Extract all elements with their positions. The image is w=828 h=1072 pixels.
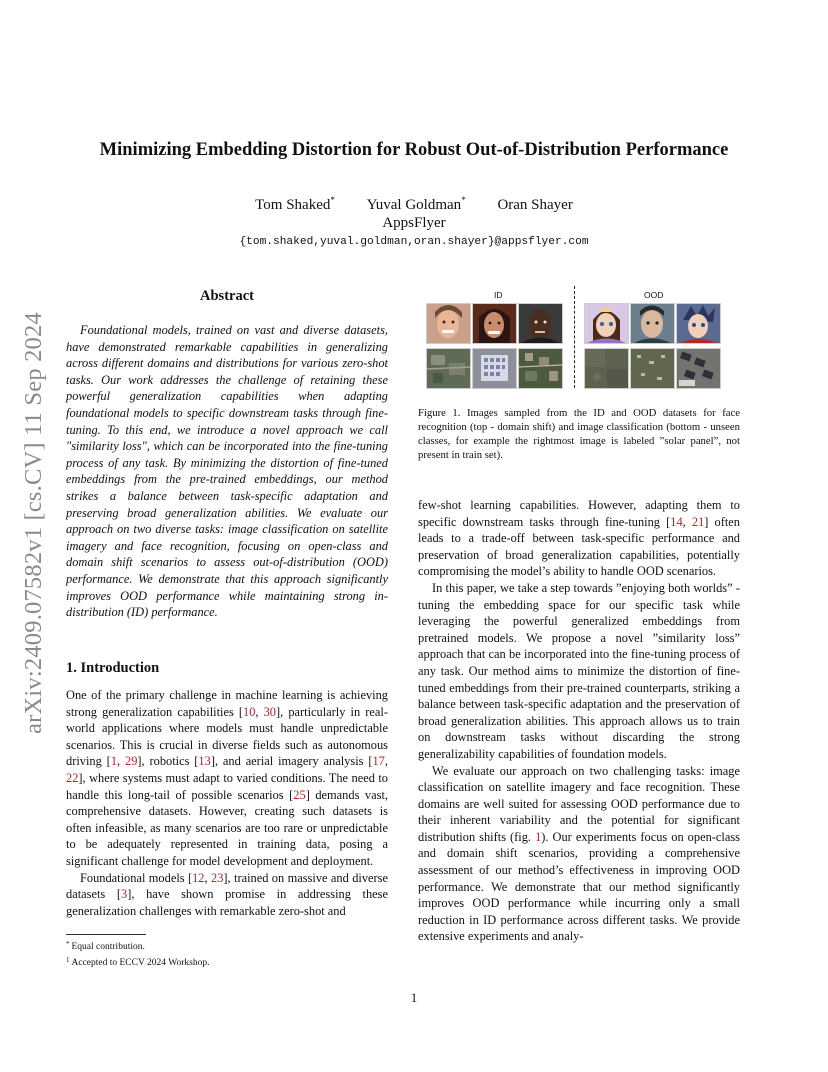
citation-link[interactable]: 29 bbox=[125, 754, 138, 769]
figure-ood-label: OOD bbox=[644, 290, 664, 300]
figure-id-label: ID bbox=[494, 290, 503, 300]
page-number: 1 bbox=[410, 990, 418, 1005]
intro-paragraph-2: Foundational models [12, 23], trained on massive and diverse datasets [3], have shown promise in addressing these generalization challenges with remarkable zero-shot and bbox=[66, 870, 388, 918]
footnote-venue: $^1$ Accepted to ECCV 2024 Workshop. bbox=[66, 955, 210, 968]
citation-link[interactable]: 30 bbox=[263, 704, 276, 719]
cartoon-face-thumbnail bbox=[630, 303, 675, 344]
author-1: Tom Shaked* bbox=[255, 195, 335, 213]
satellite-image-thumbnail bbox=[584, 348, 629, 389]
paper-title: Minimizing Embedding Distortion for Robust Out-of-Distribution Performance bbox=[99, 140, 729, 160]
abstract-text: Foundational models, trained on vast and diverse datasets, have demonstrated remarkable capabilities in generalizing across different domains and distributions for various zero-shot tasks. Our work addresses the challenge of retaining these powerful generalization capabilities when adapting foundational models to specific downstream tasks through fine-tuning. To this end, we introduce a novel approach we call "similarity loss", which can be incorporated into the fine-tuning process of any task. By minimizing the distortion of fine-tuned embeddings from the pre-trained embeddings, our method strikes a balance between task-specific adaptation and preserving broad generalization abilities. We evaluate our approach on two diverse tasks: image classification on satellite imagery and face recognition, focusing on open-class and domain shift scenarios to assess out-of-distribution (OOD) performance. We demonstrate that this approach significantly improves OOD performance while maintaining strong in-distribution (ID) performance. bbox=[66, 323, 388, 620]
abstract-body bbox=[66, 322, 388, 621]
citation-link[interactable]: 10 bbox=[243, 704, 256, 719]
citation-link[interactable]: 22 bbox=[66, 770, 79, 785]
author-list bbox=[0, 195, 828, 214]
cartoon-face-thumbnail bbox=[676, 303, 721, 344]
figure-reference-link[interactable]: 1 bbox=[535, 829, 542, 844]
abstract-heading: Abstract bbox=[200, 288, 254, 304]
author-3: Oran Shayer bbox=[497, 197, 573, 213]
figure-1-caption: Figure 1. Images sampled from the ID and OOD datasets for face recognition (top - domain shift) and image classification (bottom - unseen classes, for example the rightmost image is labeled ”solar panel”, not present in train set). bbox=[418, 407, 740, 461]
satellite-image-thumbnail bbox=[518, 348, 563, 389]
citation-link[interactable]: 3 bbox=[121, 887, 128, 902]
author-emails[interactable]: {tom.shaked,yuval.goldman,oran.shayer}@appsflyer.com bbox=[239, 236, 589, 248]
footnotes bbox=[66, 938, 209, 969]
citation-link[interactable]: 17 bbox=[372, 754, 385, 769]
face-photo-thumbnail bbox=[472, 303, 517, 344]
citation-link[interactable]: 21 bbox=[691, 514, 705, 529]
arxiv-identifier-text: arXiv:2409.07582v1 [cs.CV] 11 Sep 2024 bbox=[20, 312, 48, 734]
face-photo-thumbnail bbox=[518, 303, 563, 344]
introduction-heading: 1. Introduction bbox=[66, 660, 160, 676]
cartoon-face-thumbnail bbox=[584, 303, 629, 344]
author-2: Yuval Goldman* bbox=[366, 195, 466, 213]
citation-link[interactable]: 13 bbox=[198, 754, 211, 769]
figure-1 bbox=[424, 286, 734, 388]
footnote-rule bbox=[66, 934, 146, 935]
introduction-body bbox=[66, 687, 388, 919]
satellite-image-thumbnail bbox=[472, 348, 517, 389]
right-paragraph-3: We evaluate our approach on two challenging tasks: image classification on satellite imagery and face recognition. These domains are well suited for assessing OOD performance due to their inherent variability and the potential for significant distribution shifts (fig. 1). Our experiments focus on open-class and domain shift scenarios, providing a comprehensive assessment of our method’s effectiveness in improving OOD performance. We demonstrate that our method significantly improves OOD performance while incurring only a small reduction in ID performance across different tasks. We provide extensive experiments and analy- bbox=[418, 763, 740, 944]
satellite-image-thumbnail bbox=[426, 348, 471, 389]
figure-divider bbox=[574, 286, 575, 388]
citation-link[interactable]: 25 bbox=[293, 787, 306, 802]
affiliation: AppsFlyer bbox=[382, 215, 446, 231]
citation-link[interactable]: 1 bbox=[110, 754, 118, 769]
arxiv-identifier-stamp bbox=[14, 286, 54, 760]
citation-link[interactable]: 14 bbox=[670, 514, 683, 529]
right-paragraph-2: In this paper, we take a step towards ”enjoying both worlds” - tuning the embedding space for our specific task while leveraging the powerful generalized embeddings from pretrained models. We propose a novel ”similarity loss” approach that can be incorporated into the fine-tuning process of any task. Our method aims to minimize the distortion of fine-tuned embeddings from their pre-trained counterparts, striking a balance between task-specific adaptation and the preservation of broad generalization abilities. This approach allows us to train on downstream tasks without discarding the strong generalizability capabilities of foundation models. bbox=[418, 580, 740, 761]
right-column-body bbox=[418, 497, 740, 945]
satellite-image-thumbnail bbox=[630, 348, 675, 389]
citation-link[interactable]: 23 bbox=[211, 870, 224, 885]
right-paragraph-1: few-shot learning capabilities. However, adapting them to specific downstream tasks through fine-tuning [14, 21] often leads to a trade-off between task-specific performance and preservation of broad generalization capabilities, potentially compromising the model’s ability to handle OOD scenarios. bbox=[418, 498, 740, 579]
footnote-equal-contribution: * Equal contribution. bbox=[66, 940, 145, 952]
citation-link[interactable]: 12 bbox=[192, 870, 205, 885]
face-photo-thumbnail bbox=[426, 303, 471, 344]
intro-paragraph-1: One of the primary challenge in machine learning is achieving strong generalization capabilities [10, 30], particularly in real-world applications where models must handle unpredictable scenarios. This is crucial in diverse fields such as autonomous driving [1, 29], robotics [13], and aerial imagery analysis [17, 22], where systems must adapt to varied conditions. The need to handle this long-tail of possible scenarios [25] demands vast, comprehensive datasets. However, creating such datasets is often infeasible, as many scenarios are too rare or unpredictable to be adequately represented in training data, posing a significant challenge for model development and deployment. bbox=[66, 688, 388, 868]
satellite-solar-panel-thumbnail bbox=[676, 348, 721, 389]
